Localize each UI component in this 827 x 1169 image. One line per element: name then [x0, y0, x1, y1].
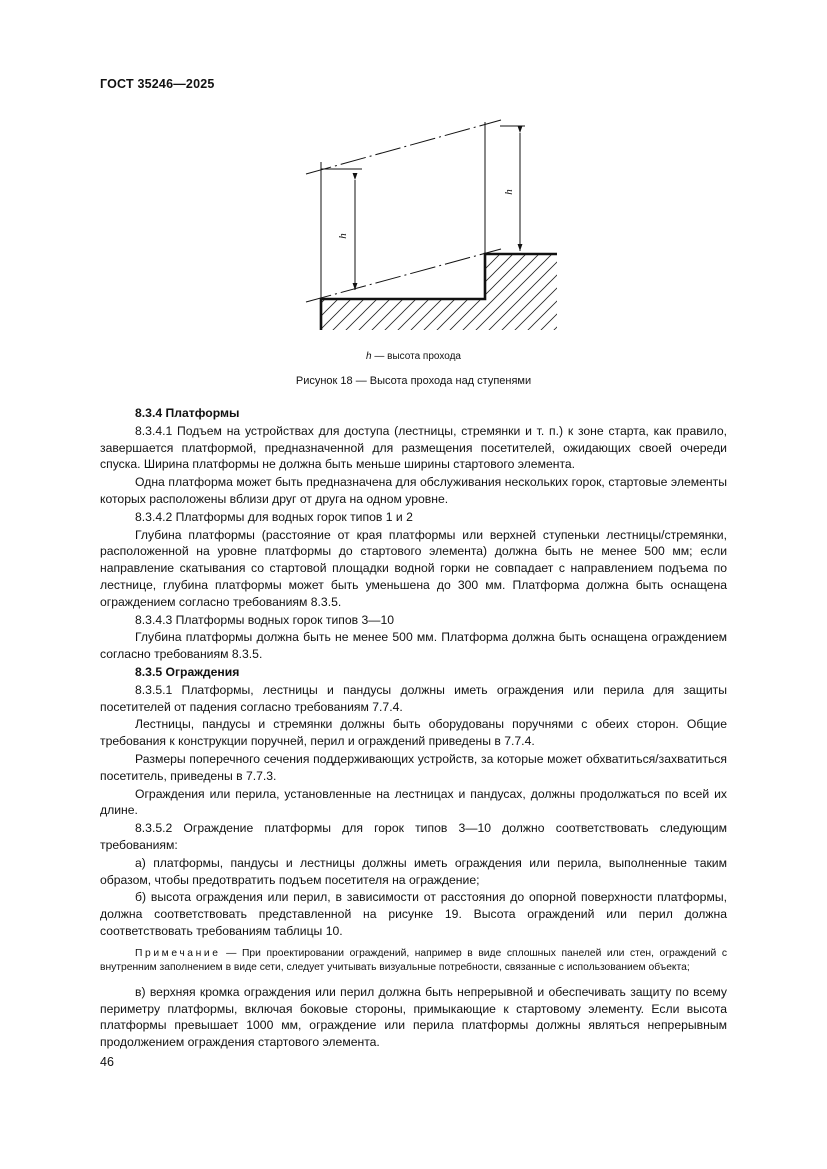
legend-text: — высота прохода	[371, 351, 461, 362]
paragraph: Размеры поперечного сечения поддерживающих устройств, за которые может обхватиться/захватиться посетитель, приведены в 7.7.3.	[100, 751, 727, 783]
upper-headroom-line	[306, 120, 501, 174]
section-heading-8-3-5: 8.3.5 Ограждения	[135, 664, 240, 679]
paragraph: Лестницы, пандусы и стремянки должны быть оборудованы поручнями с обеих сторон. Общие требования к конструкции поручней, перил и ограждений приведены в 7.7.4.	[100, 717, 727, 749]
document-body	[100, 405, 727, 1052]
left-dimension-label: h	[337, 233, 349, 239]
figure-18-stairs-headroom-diagram	[300, 116, 570, 334]
paragraph: Ограждения или перила, установленные на лестницах и пандусах, должны продолжаться по всей их длине.	[100, 786, 727, 818]
paragraph: Глубина платформы (расстояние от края платформы или верхней ступеньки лестницы/стремянки, расположенной на уровне платформы до стартового элемента) должна быть не менее 500 мм; если направление скатывания со стартовой площадки водной горки не совпадает с направлением подъема по лестнице, глубина платформы может быть уменьшена до 300 мм. Платформа должна быть оснащена ограждением согласно требованиям 8.3.5.	[100, 527, 727, 609]
note	[100, 947, 727, 976]
document-header: ГОСТ 35246—2025	[100, 77, 215, 91]
paragraph: 8.3.4.2 Платформы для водных горок типов 1 и 2	[135, 509, 413, 524]
paragraph: 8.3.4.3 Платформы водных горок типов 3—10	[135, 612, 395, 627]
list-item-b: б) высота ограждения или перил, в зависимости от расстояния до опорной поверхности платформы, должна соответствовать представленной на рисунке 19. Высота ограждений или перил должна соответствовать требованиям таблицы 10.	[100, 890, 727, 938]
right-dimension-label: h	[503, 189, 515, 195]
list-item-a: а) платформы, пандусы и лестницы должны иметь ограждения или перила, выполненные таким образом, чтобы предотвратить подъем посетителя на ограждение;	[100, 855, 727, 887]
paragraph: Одна платформа может быть предназначена для обслуживания нескольких горок, стартовые элементы которых расположены вблизи друг от друга на одном уровне.	[100, 475, 727, 506]
paragraph: 8.3.5.1 Платформы, лестницы и пандусы должны иметь ограждения или перила для защиты посетителей от падения согласно требованиям 7.7.4.	[100, 682, 727, 714]
paragraph: 8.3.5.2 Ограждение платформы для горок типов 3—10 должно соответствовать следующим требованиям:	[100, 821, 727, 852]
legend-symbol: h	[366, 351, 372, 362]
paragraph: 8.3.4.1 Подъем на устройствах для доступа (лестницы, стремянки и т. п.) к зоне старта, как правило, завершается платформой, предназначенной для размещения посетителей, ожидающих своей очереди спуска. Ширина платформы не должна быть меньше ширины стартового элемента.	[100, 423, 727, 472]
step-section-hatched	[321, 254, 557, 330]
lower-pitch-line	[306, 249, 501, 302]
figure-caption: Рисунок 18 — Высота прохода над ступенями	[295, 375, 532, 387]
note-text: — При проектировании ограждений, например в виде сплошных панелей или стен, ограждений с внутренним заполнением в виде сети, следует учитывать визуальные потребности, связанные с использованием объекта;	[100, 947, 727, 974]
note-label: Примечание	[135, 947, 221, 959]
list-item-v: в) верхняя кромка ограждения или перил должна быть непрерывной и обеспечивать защиту по всему периметру платформы, включая боковые стороны, примыкающие к стартовому элементу. Если высота платформы превышает 1000 мм, ограждение или перила платформы должны являться непрерывным продолжением ограждения стартового элемента.	[100, 984, 727, 1050]
paragraph: Глубина платформы должна быть не менее 500 мм. Платформа должна быть оснащена ограждением согласно требованиям 8.3.5.	[100, 630, 727, 662]
figure-legend	[100, 351, 727, 362]
page-number: 46	[100, 1055, 114, 1069]
section-heading-8-3-4: 8.3.4 Платформы	[135, 406, 240, 420]
